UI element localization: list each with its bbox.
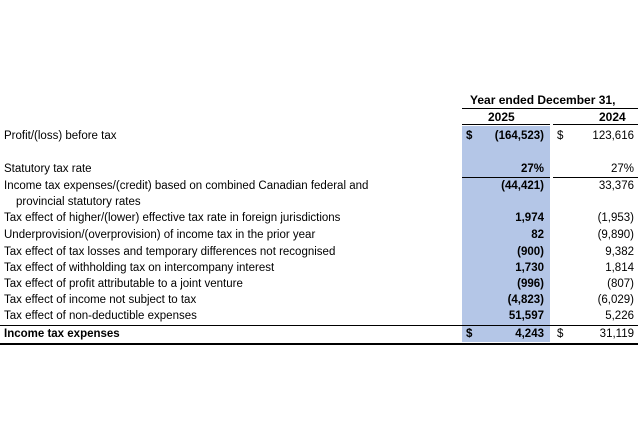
column-header-2024: 2024 — [599, 110, 626, 124]
value-2025: 27% — [520, 163, 544, 175]
value-2024: (807) — [607, 278, 634, 290]
value-2025: (164,523) — [494, 130, 544, 142]
currency-2024: $ — [557, 130, 564, 142]
value-2024: 5,226 — [605, 310, 634, 322]
value-2025: 82 — [531, 229, 544, 241]
value-2024: (1,953) — [597, 212, 634, 224]
value-2025: 51,597 — [508, 310, 544, 322]
currency-2024: $ — [557, 328, 564, 340]
value-2024: 33,376 — [598, 180, 634, 192]
header-rule — [462, 108, 638, 109]
row-rule-2024 — [553, 177, 638, 178]
value-2025: 4,243 — [515, 328, 544, 340]
column-header-2025: 2025 — [488, 110, 515, 124]
row-label-joint-venture: Tax effect of profit attributable to a joint venture — [4, 278, 243, 290]
value-2024: 1,814 — [605, 262, 634, 274]
row-label-withholding-tax: Tax effect of withholding tax on intercompany interest — [4, 262, 275, 274]
column-rule-2024 — [553, 124, 638, 125]
value-2024: 27% — [610, 163, 634, 175]
currency-2025: $ — [466, 130, 473, 142]
row-label-non-deductible: Tax effect of non-deductible expenses — [4, 310, 197, 322]
value-2025: (996) — [517, 278, 544, 290]
currency-2025: $ — [466, 328, 473, 340]
value-2024: (6,029) — [597, 294, 634, 306]
row-label-profit-before-tax: Profit/(loss) before tax — [4, 130, 117, 142]
total-rule-top — [0, 325, 638, 326]
value-2024: 123,616 — [592, 130, 634, 142]
column-rule-2025 — [462, 124, 550, 125]
value-2024: 9,382 — [605, 246, 634, 258]
value-2025: 1,974 — [515, 212, 544, 224]
value-2024: (9,890) — [597, 229, 634, 241]
value-2025: (4,823) — [507, 294, 544, 306]
row-label-income-not-subject: Tax effect of income not subject to tax — [4, 294, 197, 306]
value-2025: (900) — [517, 246, 544, 258]
row-label-tax-losses: Tax effect of tax losses and temporary differences not recognised — [4, 246, 336, 258]
row-label-foreign-jurisdictions: Tax effect of higher/(lower) effective tax rate in foreign jurisdictions — [4, 212, 341, 224]
row-label-prior-year: Underprovision/(overprovision) of income tax in the prior year — [4, 229, 316, 241]
row-label-income-tax-expenses: Income tax expenses — [4, 328, 120, 340]
row-rule-2025 — [462, 177, 550, 178]
value-2025: 1,730 — [515, 262, 544, 274]
row-label-statutory-tax-rate: Statutory tax rate — [4, 163, 92, 175]
value-2024: 31,119 — [599, 328, 634, 340]
row-label-income-tax-statutory: Income tax expenses/(credit) based on combined Canadian federal and — [4, 180, 369, 192]
value-2025: (44,421) — [501, 180, 544, 192]
row-label-income-tax-statutory-cont: provincial statutory rates — [16, 196, 141, 208]
period-header: Year ended December 31, — [470, 93, 616, 107]
total-rule-bottom — [0, 343, 638, 345]
